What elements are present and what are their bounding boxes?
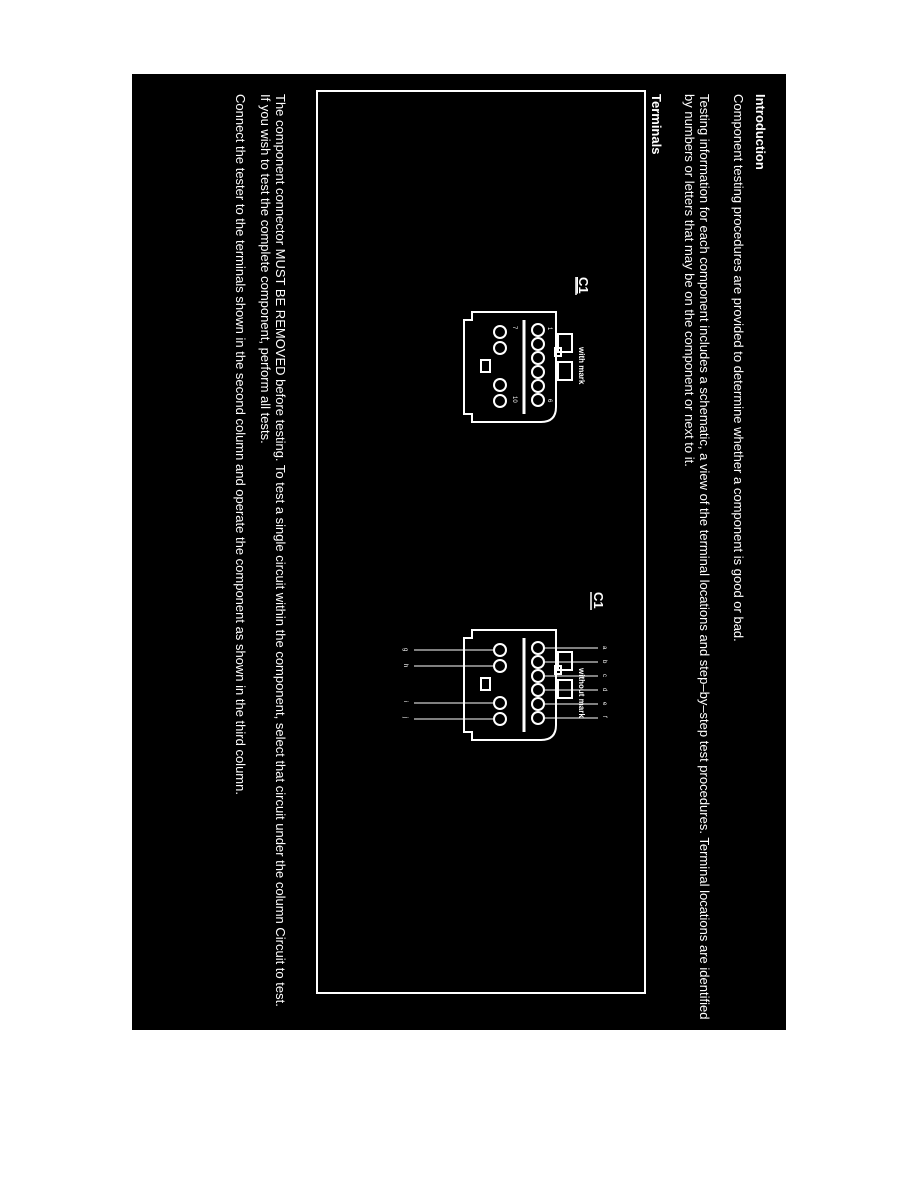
terminals-heading: Terminals [649,94,664,155]
right-connector-caption: without mark [577,668,586,718]
pin [532,338,544,350]
right-connector-title: C1 [591,592,606,609]
pin-label: b [601,660,607,664]
connector-key [481,360,490,372]
pin-label: i [402,701,408,703]
pin [532,698,544,710]
pin-label: 7 [511,326,517,330]
pin-label: c [601,674,607,677]
intro-paragraph-2: Testing information for each component includes a schematic, a view of the terminal locations and step–by–step test procedures. Terminal locations are identified by numbers or letters that may be on the component or next to it. [682,94,712,1020]
connector-tab [558,362,572,380]
instructions-paragraph-2: Connect the tester to the terminals shown in the second column and operate the component as shown in the third column. [233,94,248,795]
pin [532,324,544,336]
pin-label: e [601,702,607,706]
pin [532,642,544,654]
pin-label: 6 [546,399,552,403]
pin [494,326,506,338]
connector-key [481,678,490,690]
terminals-figure-box [316,90,646,994]
right-connector [402,592,607,740]
pin [532,684,544,696]
connector-diagram [318,92,644,992]
pin [532,656,544,668]
pin-label: f [601,716,607,718]
pin [494,697,506,709]
pin [532,712,544,724]
pin [494,713,506,725]
pin-label: 1 [546,327,552,331]
pin-label: j [402,717,408,719]
pin [532,380,544,392]
left-connector [464,277,591,422]
scanned-page [132,74,786,1030]
pin [532,670,544,682]
pin-label: h [402,664,408,668]
pin [532,366,544,378]
pin-label: a [601,646,607,650]
instructions-paragraph-1: The component connector MUST BE REMOVED before testing. To test a single circuit within the component, select that circuit under the column Circuit to test. If you wish to test the complete component, perform all tests. [258,94,288,1007]
rotated-content [132,74,786,1030]
pin [494,644,506,656]
pin [494,342,506,354]
introduction-heading: Introduction [753,94,768,170]
pin-label: g [402,648,408,652]
pin [494,660,506,672]
pin [532,352,544,364]
pin [494,379,506,391]
connector-tab [558,680,572,698]
left-connector-title: C1 [576,277,591,294]
pin [532,394,544,406]
pin-label: d [601,688,607,692]
pin [494,395,506,407]
pin-label: 10 [511,396,517,403]
intro-paragraph-1: Component testing procedures are provided to determine whether a component is good or bad. [731,94,746,642]
left-connector-caption: with mark [577,347,586,385]
